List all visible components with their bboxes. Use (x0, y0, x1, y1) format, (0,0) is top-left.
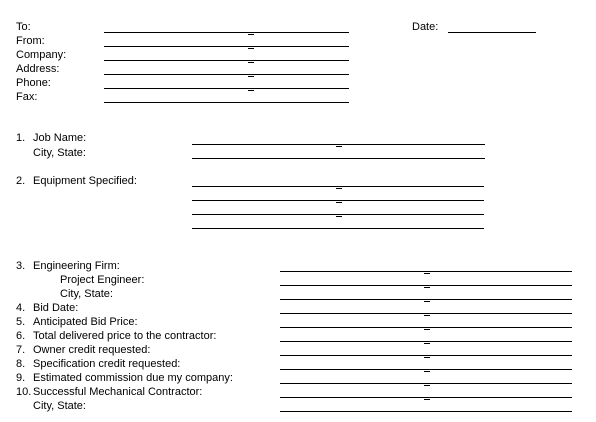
company-label: Company: (16, 49, 67, 61)
engineering-firm-field-line[interactable] (280, 271, 572, 272)
to-label: To: (16, 21, 31, 33)
date-label: Date: (412, 21, 439, 33)
field-tick (336, 188, 342, 189)
item-number: 10. (16, 386, 32, 398)
field-tick (424, 371, 430, 372)
item-number: 4. (16, 302, 26, 314)
field-tick (424, 343, 430, 344)
bid-date-field-line[interactable] (280, 313, 572, 314)
field-tick (336, 216, 342, 217)
address-label: Address: (16, 63, 60, 75)
company-field-line[interactable] (104, 60, 349, 61)
fax-field-line[interactable] (104, 102, 349, 103)
estimated-commission-field-line[interactable] (280, 383, 572, 384)
mechanical-contractor-field-line[interactable] (280, 397, 572, 398)
specification-credit-label: Specification credit requested: (33, 358, 181, 370)
phone-label: Phone: (16, 77, 51, 89)
owner-credit-field-line[interactable] (280, 355, 572, 356)
bid-date-label: Bid Date: (33, 302, 79, 314)
field-tick (424, 315, 430, 316)
item-number: 9. (16, 372, 26, 384)
item-number: 5. (16, 316, 26, 328)
anticipated-bid-price-label: Anticipated Bid Price: (33, 316, 138, 328)
field-tick (336, 146, 342, 147)
address-field-line[interactable] (104, 74, 349, 75)
engineer-city-state-label: City, State: (60, 288, 113, 300)
engineer-city-state-field-line[interactable] (280, 299, 572, 300)
specification-credit-field-line[interactable] (280, 369, 572, 370)
to-field-line[interactable] (104, 32, 349, 33)
phone-field-line[interactable] (104, 88, 349, 89)
anticipated-bid-price-field-line[interactable] (280, 327, 572, 328)
from-field-line[interactable] (104, 46, 349, 47)
project-engineer-label: Project Engineer: (60, 274, 145, 286)
contractor-city-state-label: City, State: (33, 400, 86, 412)
field-tick (248, 90, 254, 91)
item-number: 6. (16, 330, 26, 342)
field-tick (424, 329, 430, 330)
equipment-field-line-2[interactable] (192, 200, 484, 201)
job-name-number: 1. (16, 132, 26, 144)
field-tick (248, 48, 254, 49)
equipment-field-line-1[interactable] (192, 186, 484, 187)
total-delivered-price-label: Total delivered price to the contractor: (33, 330, 217, 342)
estimated-commission-label: Estimated commission due my company: (33, 372, 233, 384)
field-tick (424, 399, 430, 400)
equipment-number: 2. (16, 175, 26, 187)
fax-label: Fax: (16, 91, 38, 103)
field-tick (424, 385, 430, 386)
total-delivered-price-field-line[interactable] (280, 341, 572, 342)
equipment-field-line-3[interactable] (192, 214, 484, 215)
item-number: 7. (16, 344, 26, 356)
item-number: 8. (16, 358, 26, 370)
job-name-label: Job Name: (33, 132, 87, 144)
item-number: 3. (16, 260, 26, 272)
field-tick (424, 301, 430, 302)
contractor-city-state-field-line[interactable] (280, 411, 572, 412)
date-field-line[interactable] (448, 32, 536, 33)
from-label: From: (16, 35, 45, 47)
project-engineer-field-line[interactable] (280, 285, 572, 286)
job-name-field-line[interactable] (192, 144, 485, 145)
owner-credit-label: Owner credit requested: (33, 344, 151, 356)
field-tick (248, 62, 254, 63)
job-city-state-field-line[interactable] (192, 158, 485, 159)
job-city-state-label: City, State: (33, 147, 86, 159)
field-tick (248, 76, 254, 77)
equipment-field-line-4[interactable] (192, 228, 484, 229)
equipment-specified-label: Equipment Specified: (33, 175, 137, 187)
field-tick (424, 357, 430, 358)
mechanical-contractor-label: Successful Mechanical Contractor: (33, 386, 203, 398)
field-tick (424, 287, 430, 288)
engineering-firm-label: Engineering Firm: (33, 260, 120, 272)
field-tick (424, 273, 430, 274)
field-tick (336, 202, 342, 203)
field-tick (248, 34, 254, 35)
